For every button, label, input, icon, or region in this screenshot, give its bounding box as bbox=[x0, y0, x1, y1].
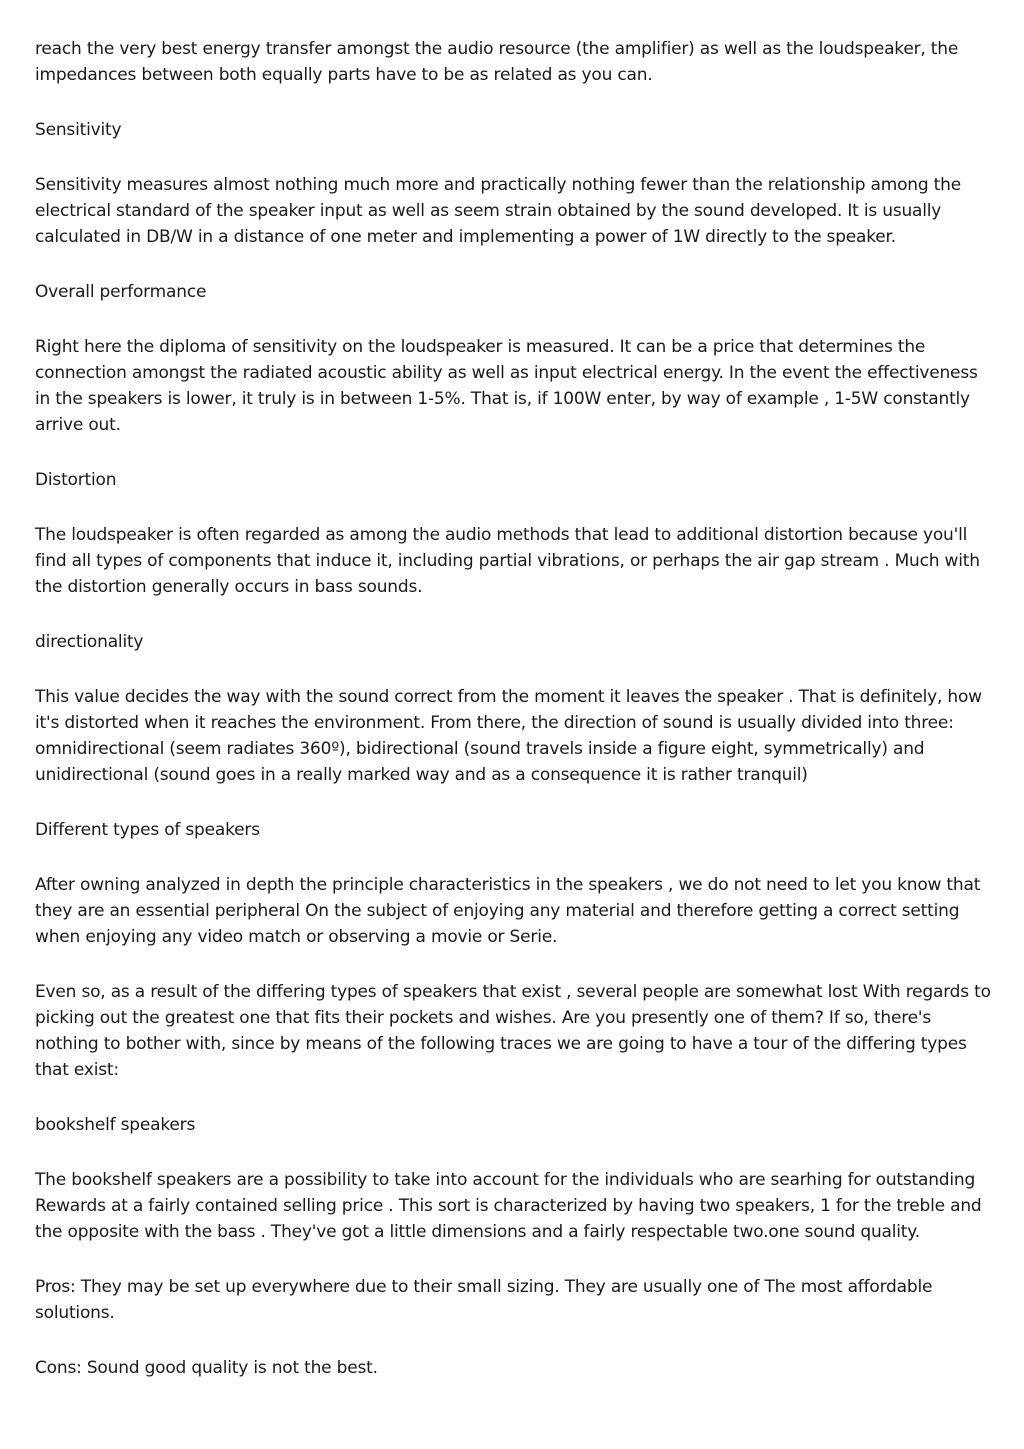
bookshelf-paragraph: The bookshelf speakers are a possibility to take into account for the individuals who are searhing for outstanding Rewards at a fairly contained selling price . This sort is characterized by having two speakers, 1 for the treble and the opposite with the bass . They've got a little dimensions and a fairly respectable two.one sound quality. bbox=[35, 1170, 982, 1242]
distortion-paragraph: The loudspeaker is often regarded as among the audio methods that lead to additional distortion because you'll find all types of components that induce it, including partial vibrations, or perhaps the air gap stream . Much with the distortion generally occurs in bass sounds. bbox=[35, 525, 980, 597]
cons-paragraph: Cons: Sound good quality is not the best. bbox=[35, 1358, 378, 1378]
section-heading-distortion: Distortion bbox=[35, 470, 117, 490]
section-heading-sensitivity: Sensitivity bbox=[35, 120, 122, 140]
pros-paragraph: Pros: They may be set up everywhere due to their small sizing. They are usually one of The most affordable solutions. bbox=[35, 1277, 933, 1323]
section-heading-overall-performance: Overall performance bbox=[35, 282, 207, 302]
section-heading-speaker-types: Different types of speakers bbox=[35, 820, 260, 840]
overall-performance-paragraph: Right here the diploma of sensitivity on the loudspeaker is measured. It can be a price that determines the connection amongst the radiated acoustic ability as well as input electrical energy. In the event the effectiveness in the speakers is lower, it truly is in between 1-5%. That is, if 100W enter, by way of example , 1-5W constantly arrive out. bbox=[35, 337, 978, 435]
sensitivity-paragraph: Sensitivity measures almost nothing much more and practically nothing fewer than the relationship among the electrical standard of the speaker input as well as seem strain obtained by the sound developed. It is usually calculated in DB/W in a distance of one meter and implementing a power of 1W directly to the speaker. bbox=[35, 175, 961, 247]
speaker-types-paragraph: After owning analyzed in depth the principle characteristics in the speakers , we do not need to let you know that they are an essential peripheral On the subject of enjoying any material and therefore getting a correct setting when enjoying any video match or observing a movie or Serie. bbox=[35, 875, 981, 947]
document-body bbox=[35, 36, 995, 1410]
section-heading-bookshelf-speakers: bookshelf speakers bbox=[35, 1115, 196, 1135]
section-heading-directionality: directionality bbox=[35, 632, 144, 652]
intro-paragraph: reach the very best energy transfer amongst the audio resource (the amplifier) as well as the loudspeaker, the impedances between both equally parts have to be as related as you can. bbox=[35, 39, 959, 85]
directionality-paragraph: This value decides the way with the sound correct from the moment it leaves the speaker . That is definitely, how it's distorted when it reaches the environment. From there, the direction of sound is usually divided into three: omnidirectional (seem radiates 360º), bidirectional (sound travels inside a figure eight, symmetrically) and unidirectional (sound goes in a really marked way and as a consequence it is rather tranquil) bbox=[35, 687, 982, 785]
speaker-types-paragraph-2: Even so, as a result of the differing types of speakers that exist , several people are somewhat lost With regards to picking out the greatest one that fits their pockets and wishes. Are you presently one of them? If so, there's nothing to bother with, since by means of the following traces we are going to have a tour of the differing types that exist: bbox=[35, 982, 991, 1080]
